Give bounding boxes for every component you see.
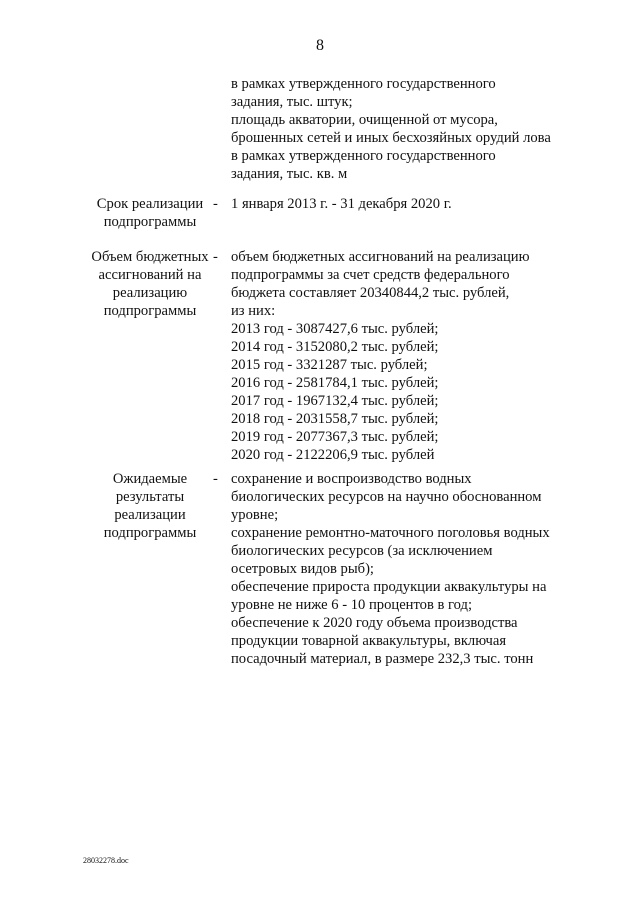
row-label-budget: Объем бюджетных ассигнований на реализацию подпрограммы [91,249,209,319]
page-number: 8 [316,37,324,54]
row-value-term: 1 января 2013 г. - 31 декабря 2020 г. [231,196,452,212]
continuation-text: в рамках утвержденного государственного задания, тыс. штук; площадь акватории, очищенной от мусора, брошенных сетей и иных бесхозяйных орудий лова в рамках утвержденного государственного задания, тыс. кв. м [231,76,551,182]
row-label-term: Срок реализации подпрограммы [96,196,204,230]
row-value-results: сохранение и воспроизводство водных биологических ресурсов на научно обоснованном уровне; сохранение ремонтно-маточного поголовья водных биологических ресурсов (за исключением осетровых видов рыб); обеспечение прироста продукции аквакультуры на уровне не ниже 6 - 10 процентов в год; обеспечение к 2020 году объема производства продукции товарной аквакультуры, включая посадочный материал, в размере 232,3 тыс. тонн [231,471,550,667]
row-value-budget: объем бюджетных ассигнований на реализацию подпрограммы за счет средств федерального бюджета составляет 20340844,2 тыс. рублей, из них: 2013 год - 3087427,6 тыс. рублей; 2014 год - 3152080,2 тыс. рублей; 2015 год - 3321287 тыс. рублей; 2016 год - 2581784,1 тыс. рублей; 2017 год - 1967132,4 тыс. рублей; 2018 год - 2031558,7 тыс. рублей; 2019 год - 2077367,3 тыс. рублей; 2020 год - 2122206,9 тыс. рублей [231,249,530,463]
row-dash-results: - [213,471,218,487]
row-label-results: Ожидаемые результаты реализации подпрограммы [103,471,197,541]
row-dash-term: - [213,196,218,212]
row-dash-budget: - [213,249,218,265]
footer-filename: 28032278.doc [83,856,129,865]
